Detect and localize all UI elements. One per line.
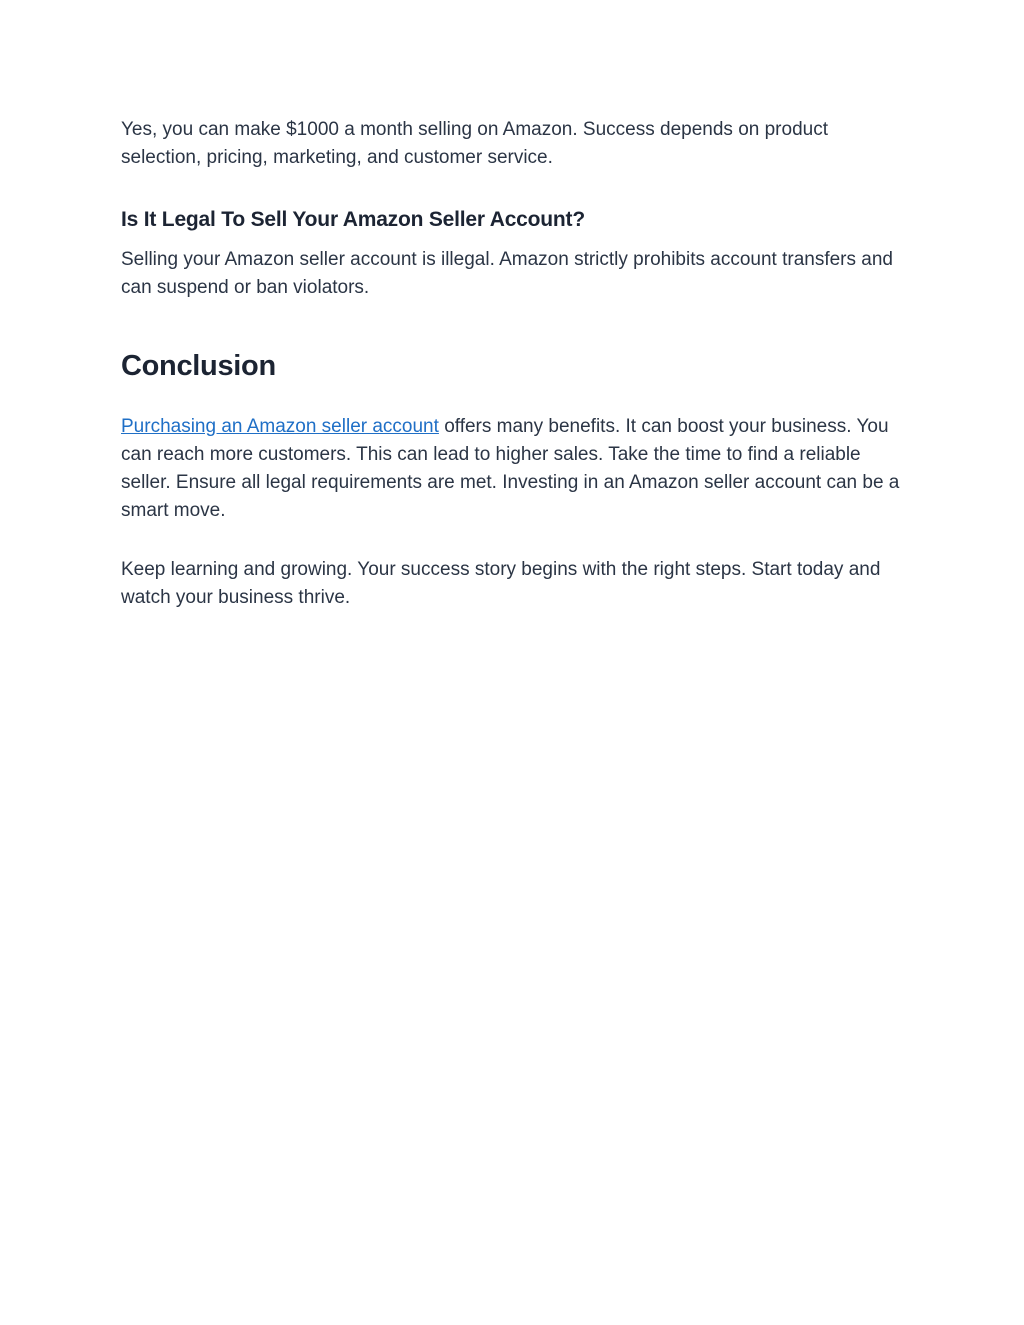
conclusion-paragraph xyxy=(121,413,911,525)
faq-question-heading: Is It Legal To Sell Your Amazon Seller Account? xyxy=(121,208,585,231)
seller-account-link[interactable]: Purchasing an Amazon seller account xyxy=(121,416,439,437)
document-page xyxy=(121,116,911,612)
conclusion-heading: Conclusion xyxy=(121,350,276,382)
faq-answer-paragraph: Selling your Amazon seller account is illegal. Amazon strictly prohibits account transfers and can suspend or ban violators. xyxy=(121,249,893,298)
closing-paragraph: Keep learning and growing. Your success story begins with the right steps. Start today and watch your business thrive. xyxy=(121,559,881,608)
intro-paragraph: Yes, you can make $1000 a month selling on Amazon. Success depends on product selection, pricing, marketing, and customer service. xyxy=(121,119,828,168)
conclusion-paragraph-text: offers many benefits. It can boost your business. You can reach more customers. This can lead to higher sales. Take the time to find a reliable seller. Ensure all legal requirements are met. Investing in an Amazon seller account can be a smart move. xyxy=(121,416,900,521)
